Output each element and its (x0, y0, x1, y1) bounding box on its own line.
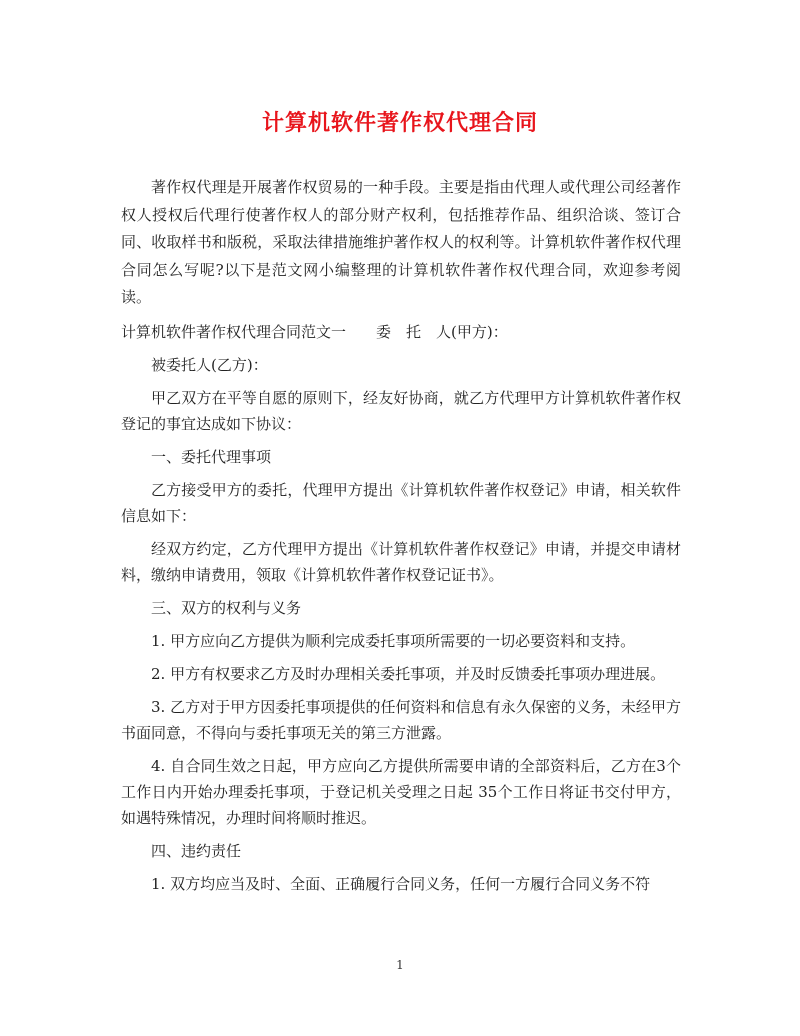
paragraph: 4. 自合同生效之日起，甲方应向乙方提供所需要申请的全部资料后，乙方在3个工作日内开始办理委托事项，于登记机关受理之日起 35个工作日将证书交付甲方，如遇特殊情况，办理时间将顺时推迟。 (121, 756, 681, 827)
document-body (121, 174, 681, 904)
paragraph: 经双方约定，乙方代理甲方提出《计算机软件著作权登记》申请，并提交申请材料，缴纳申请费用，领取《计算机软件著作权登记证书》。 (121, 539, 681, 584)
paragraph: 3. 乙方对于甲方因委托事项提供的任何资料和信息有永久保密的义务，未经甲方书面同意，不得向与委托事项无关的第三方泄露。 (121, 697, 681, 742)
document-title: 计算机软件著作权代理合同 (261, 110, 538, 136)
page-number: 1 (396, 958, 404, 972)
paragraph: 1. 双方均应当及时、全面、正确履行合同义务，任何一方履行合同义务不符 (151, 874, 651, 893)
section-heading: 三、双方的权利与义务 (151, 598, 302, 617)
paragraph: 著作权代理是开展著作权贸易的一种手段。主要是指由代理人或代理公司经著作权人授权后代理行使著作权人的部分财产权利，包括推荐作品、组织洽谈、签订合同、收取样书和版税，采取法律措施维护著作权人的权利等。计算机软件著作权代理合同怎么写呢?以下是范文网小编整理的计算机软件著作权代理合同，欢迎参考阅读。 (121, 178, 681, 306)
paragraph: 计算机软件著作权代理合同范文一 委 托 人(甲方)： (121, 322, 508, 341)
paragraph: 1. 甲方应向乙方提供为顺利完成委托事项所需要的一切必要资料和支持。 (151, 631, 636, 650)
paragraph: 甲乙双方在平等自愿的原则下，经友好协商，就乙方代理甲方计算机软件著作权登记的事宜达成如下协议： (121, 388, 681, 433)
section-heading: 四、违约责任 (151, 841, 242, 860)
paragraph: 2. 甲方有权要求乙方及时办理相关委托事项，并及时反馈委托事项办理进展。 (151, 664, 666, 683)
paragraph: 乙方接受甲方的委托，代理甲方提出《计算机软件著作权登记》申请，相关软件信息如下： (121, 480, 681, 525)
paragraph: 被委托人(乙方)： (151, 355, 268, 374)
section-heading: 一、委托代理事项 (151, 447, 272, 466)
